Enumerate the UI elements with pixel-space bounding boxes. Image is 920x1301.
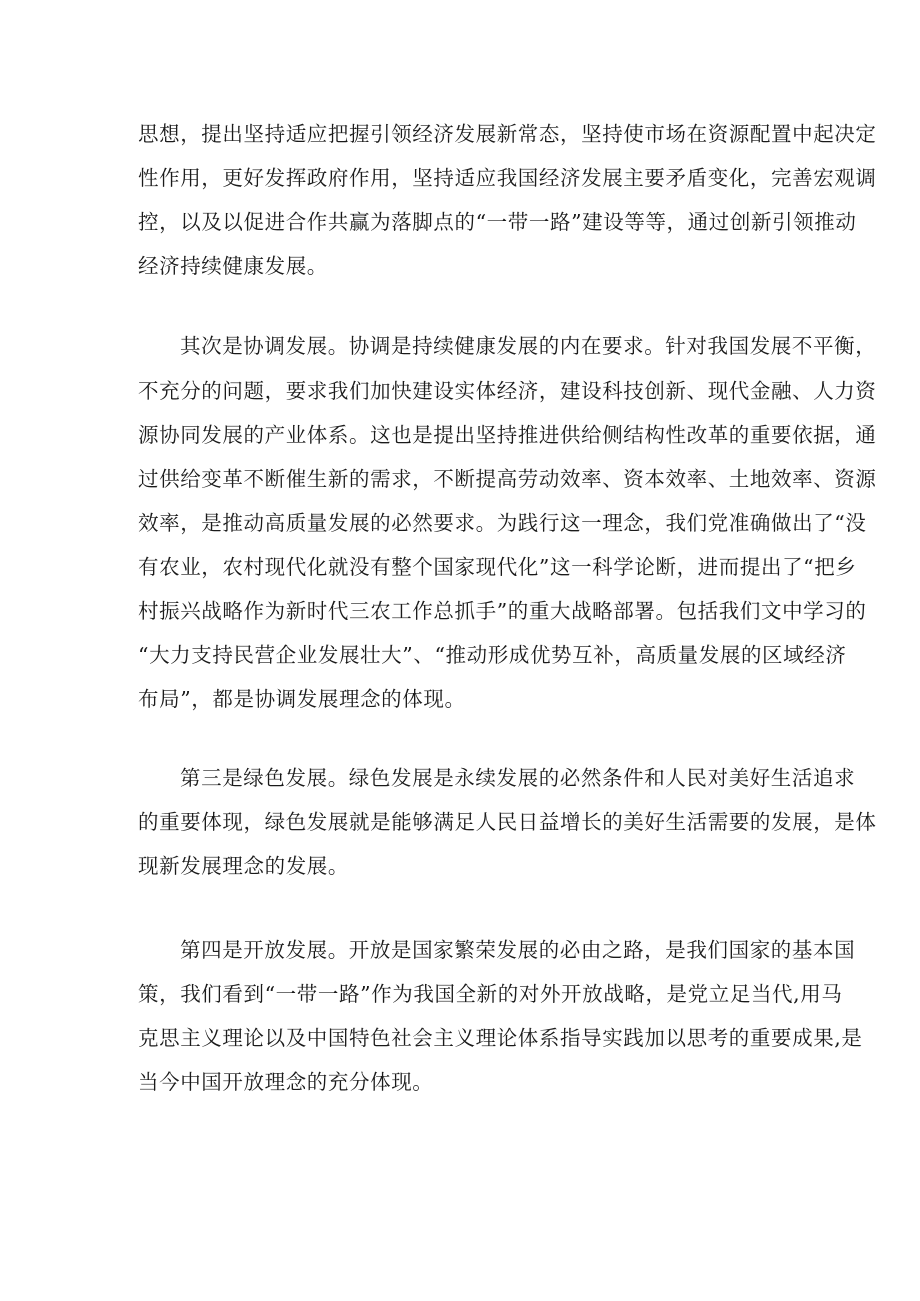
text-line: 有农业，农村现代化就没有整个国家现代化”这一科学论断，进而提出了“把乡 [138,555,857,579]
text-line: 源协同发展的产业体系。这也是提出坚持推进供给侧结构性改革的重要依据，通 [138,423,877,447]
text-line: 不充分的问题，要求我们加快建设实体经济，建设科技创新、现代金融、人力资 [138,379,877,403]
text-line: 控，以及以促进合作共赢为落脚点的“一带一路”建设等等，通过创新引领推动 [138,210,857,234]
text-line: 性作用，更好发挥政府作用，坚持适应我国经济发展主要矛盾变化，完善宏观调 [138,166,877,190]
text-line: 其次是协调发展。协调是持续健康发展的内在要求。针对我国发展不平衡， [180,334,877,358]
text-line: 效率，是推动高质量发展的必然要求。为践行这一理念，我们党准确做出了“没 [138,511,867,535]
text-line: “大力支持民营企业发展壮大”、“推动形成优势互补，高质量发展的区域经济 [138,643,847,667]
text-line: 策，我们看到“一带一路”作为我国全新的对外开放战略，是党立足当代,用马 [138,982,843,1006]
text-line: 第三是绿色发展。绿色发展是永续发展的必然条件和人民对美好生活追求 [180,766,856,790]
text-line: 过供给变革不断催生新的需求，不断提高劳动效率、资本效率、土地效率、资源 [138,467,877,491]
text-line: 第四是开放发展。开放是国家繁荣发展的必由之路，是我们国家的基本国 [180,938,856,962]
text-line: 现新发展理念的发展。 [138,854,349,878]
text-line: 村振兴战略作为新时代三农工作总抓手”的重大战略部署。包括我们文中学习的 [138,599,867,623]
text-line: 布局”，都是协调发展理念的体现。 [138,687,466,711]
text-line: 的重要体现，绿色发展就是能够满足人民日益增长的美好生活需要的发展，是体 [138,810,877,834]
text-line: 克思主义理论以及中国特色社会主义理论体系指导实践加以思考的重要成果,是 [138,1026,863,1050]
text-line: 经济持续健康发展。 [138,254,328,278]
text-line: 当今中国开放理念的充分体现。 [138,1070,434,1094]
text-line: 思想，提出坚持适应把握引领经济发展新常态，坚持使市场在资源配置中起决定 [138,122,877,146]
